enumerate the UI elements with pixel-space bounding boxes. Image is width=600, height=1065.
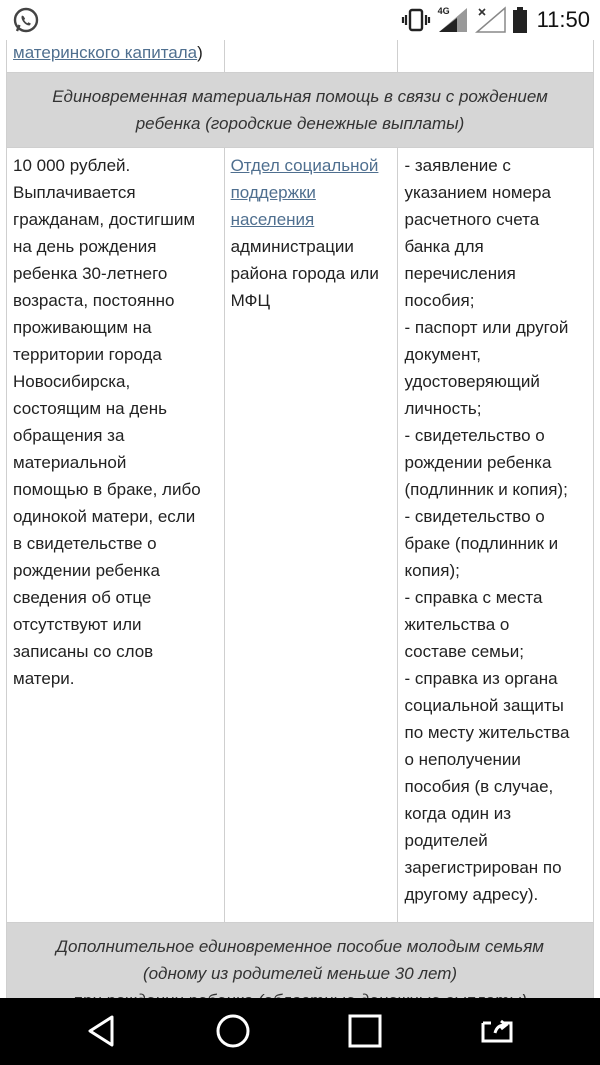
document-item-line: документ, [404, 345, 481, 364]
amount-conditions-line: Новосибирска, [13, 372, 131, 391]
amount-conditions-line: отсутствуют или [13, 615, 142, 634]
document-item-line: пособия; [404, 291, 475, 310]
benefits-table [6, 2, 594, 1025]
documents-cell [398, 148, 594, 923]
amount-conditions-line: проживающим на [13, 318, 152, 337]
office-text-line: района города или [230, 264, 379, 283]
amount-conditions-line: обращения за [13, 426, 125, 445]
document-item-line: пособия (в случае, [404, 777, 554, 796]
office-text-line: администрации [230, 237, 354, 256]
screen-share-icon[interactable] [477, 1011, 517, 1051]
amount-conditions-line: в свидетельстве о [13, 534, 157, 553]
document-item-line: - заявление с [404, 156, 511, 175]
web-content[interactable] [0, 40, 600, 998]
document-item-line: жительства о [404, 615, 510, 634]
office-text [231, 233, 392, 314]
amount-conditions-cell [7, 148, 225, 923]
document-item-line: - справка с места [404, 588, 543, 607]
office-text-line: МФЦ [230, 291, 271, 310]
benefits-table-page [0, 2, 600, 1025]
status-icons [401, 5, 590, 35]
document-item-line: банка для [404, 237, 484, 256]
whatsapp-icon [12, 6, 40, 34]
amount-conditions-line: рождении ребенка [13, 561, 160, 580]
document-item-line: составе семьи; [404, 642, 524, 661]
document-item-line: браке (подлинник и [404, 534, 559, 553]
cell-tail-text: ) [197, 43, 203, 62]
network-label: 4G [437, 6, 450, 16]
amount-conditions-line: территории города [13, 345, 162, 364]
maternity-capital-link[interactable]: материнского капитала [13, 43, 198, 62]
recents-icon[interactable] [345, 1011, 385, 1051]
social-support-department-link[interactable] [231, 152, 392, 233]
document-item-line: - паспорт или другой [404, 318, 569, 337]
amount-conditions-line: Выплачивается [13, 183, 136, 202]
battery-icon [513, 7, 527, 33]
document-item-line: - справка из органа [404, 669, 558, 688]
section-title [7, 73, 594, 148]
amount-conditions-line: гражданам, достигшим [13, 210, 196, 229]
navigation-bar [0, 998, 600, 1065]
office-cell [224, 148, 398, 923]
document-item-line: копия); [404, 561, 460, 580]
amount-conditions-line: одинокой матери, если [13, 507, 196, 526]
amount-conditions-line: сведения об отце [13, 588, 152, 607]
document-item-line: рождении ребенка [404, 453, 552, 472]
section-title-line: ребенка (городские денежные выплаты) [135, 114, 465, 133]
amount-conditions-line: на день рождения [13, 237, 157, 256]
document-item-line: когда один из [404, 804, 511, 823]
document-item-line: расчетного счета [404, 210, 540, 229]
amount-conditions-line: ребенка 30-летнего [13, 264, 168, 283]
vibrate-icon [401, 7, 431, 33]
section-title-line: (одному из родителей меньше 30 лет) [142, 964, 458, 983]
document-item-line: зарегистрирован по [404, 858, 562, 877]
section-header-row [7, 73, 594, 148]
document-item-line: личность; [404, 399, 482, 418]
document-item-line: - свидетельство о [404, 507, 545, 526]
document-item-line: - свидетельство о [404, 426, 545, 445]
amount-conditions-line: записаны со слов [13, 642, 154, 661]
document-item-line: по месту жительства [404, 723, 570, 742]
amount-conditions-line: помощью в браке, либо [13, 480, 201, 499]
status-bar [0, 0, 600, 40]
document-item-line: социальной защиты [404, 696, 564, 715]
signal-4g-icon [437, 6, 469, 34]
document-item-line: перечисления [404, 264, 516, 283]
table-row [7, 148, 594, 923]
home-icon[interactable] [213, 1011, 253, 1051]
amount-conditions-line: состоящим на день [13, 399, 167, 418]
document-item-line: указанием номера [404, 183, 551, 202]
document-item-line: удостоверяющий [404, 372, 540, 391]
section-title-line: Дополнительное единовременное пособие молодым семьям [56, 937, 544, 956]
clock: 11:50 [536, 7, 590, 32]
office-link-line: Отдел социальной [230, 156, 379, 175]
document-item-line: о неполучении [404, 750, 521, 769]
amount-conditions-line: матери. [13, 669, 75, 688]
document-item-line: (подлинник и копия); [404, 480, 568, 499]
document-item-line: родителей [404, 831, 488, 850]
document-item-line: другому адресу). [404, 885, 539, 904]
back-icon[interactable] [82, 1011, 122, 1051]
amount-conditions-line: 10 000 рублей. [13, 156, 131, 175]
no-signal-icon [475, 6, 507, 34]
amount-conditions-line: возраста, постоянно [13, 291, 175, 310]
amount-conditions-line: материальной [13, 453, 127, 472]
office-link-line: поддержки [230, 183, 316, 202]
office-link-line: населения [230, 210, 315, 229]
section-title-line: Единовременная материальная помощь в связи с рождением [52, 87, 548, 106]
